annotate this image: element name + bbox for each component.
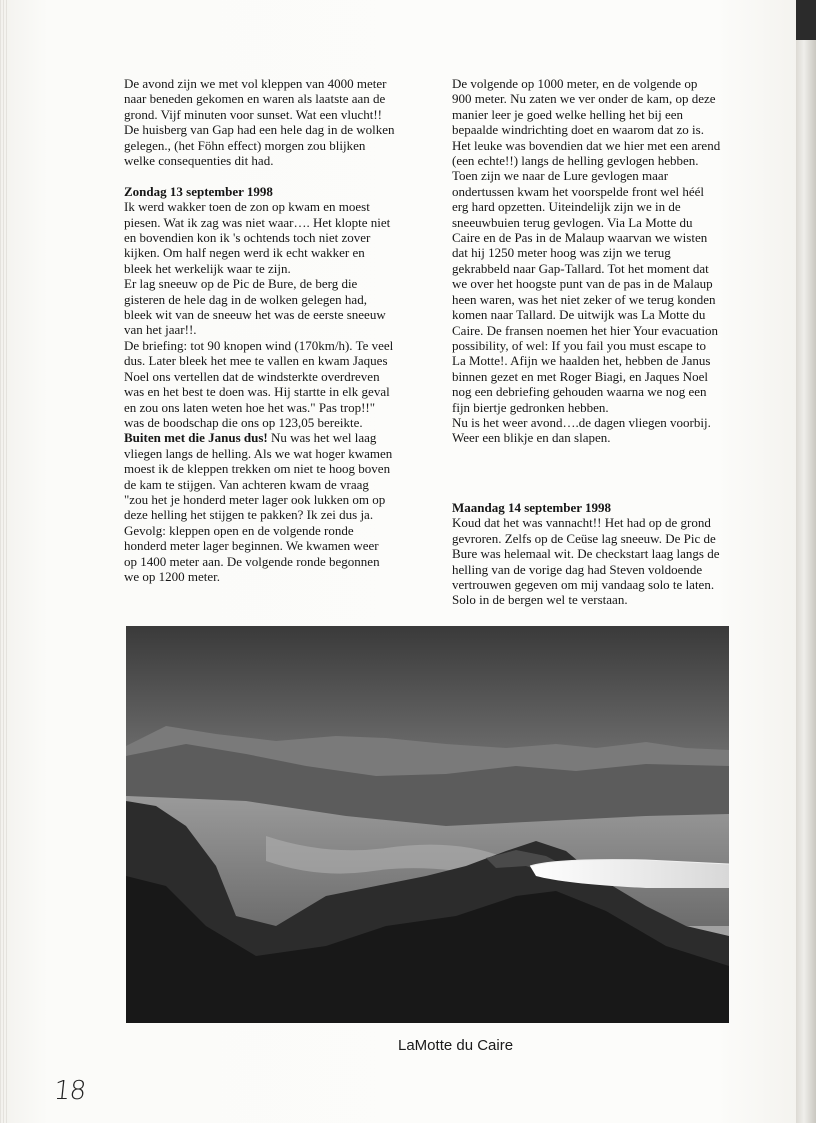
text-line: komen naar Tallard. De uitwijk was La Motte du	[452, 307, 706, 323]
text-line: van het jaar!!.	[124, 322, 197, 338]
text-line: gisteren de hele dag in de wolken gelegen had,	[124, 291, 367, 307]
text-line: was en het best te doen was. Hij startte in elk geval	[124, 384, 390, 400]
text-line: nog een debriefing gehouden waarna we nog een	[452, 384, 707, 400]
paragraph-monday	[452, 515, 734, 607]
text-line: La Motte!. Afijn we haalden het, hebben de Janus	[452, 353, 711, 369]
text-line: naar beneden gekomen en waren als laatste aan de	[124, 91, 386, 107]
right-text-column	[452, 76, 734, 608]
text-line: bleek wit van de sneeuw het was de eerste sneeuw	[124, 307, 386, 323]
text-line: ondertussen kwam het voorspelde front wel héél	[452, 183, 704, 199]
text-line: piesen. Wat ik zag was niet waar…. Het klopte niet	[124, 214, 391, 230]
text-line: we op 1200 meter.	[124, 568, 221, 584]
page-edge	[0, 0, 8, 1123]
text-line: Gevolg: kleppen open en de volgende ronde	[124, 522, 354, 538]
heading-sunday: Zondag 13 september 1998	[124, 183, 273, 199]
text-line: dus. Later bleek het mee te vallen en kwam Jaques	[124, 353, 388, 369]
text-line: grond. Vijf minuten voor sunset. Wat een vlucht!!	[124, 106, 383, 122]
text-line: De huisberg van Gap had een hele dag in de wolken	[124, 122, 395, 138]
text-line: Weer een blikje en dan slapen.	[452, 430, 611, 446]
text-line: de kam te stijgen. Van achteren kwam de vraag	[124, 476, 369, 492]
text-line: Nu is het weer avond….de dagen vliegen voorbij.	[452, 414, 711, 430]
paragraph-arrival	[124, 76, 406, 168]
text-line: en bovendien kon ik 's ochtends toch niet zover	[124, 230, 371, 246]
text-line: helling van de vorige dag had Steven voldoende	[452, 561, 703, 577]
bold-tail: Nu was het wel laag	[267, 430, 377, 446]
mountain-photo-image	[126, 626, 729, 1023]
text-line: Er lag sneeuw op de Pic de Bure, de berg die	[124, 276, 358, 292]
text-line: 900 meter. Nu zaten we ver onder de kam, op deze	[452, 91, 716, 107]
text-line: Caire. De fransen noemen het hier Your evacuation	[452, 322, 719, 338]
text-line: was de boodschap die ons op 123,05 bereikte.	[124, 414, 363, 430]
text-line: dat hij 1250 meter hoog was zijn we terug	[452, 245, 671, 261]
paragraph-sunday	[124, 199, 406, 430]
text-line: Noel ons vertellen dat de windsterkte overdreven	[124, 368, 380, 384]
text-line: fijn biertje gedronken hebben.	[452, 399, 609, 415]
text-line: Solo in de bergen wel te verstaan.	[452, 592, 628, 608]
text-line: Het leuke was bovendien dat we hier met een arend	[452, 137, 721, 153]
page-binding	[796, 0, 816, 1123]
text-line: welke consequenties dit had.	[124, 153, 274, 169]
text-line: gevroren. Zelfs op de Ceüse lag sneeuw. De Pic de	[452, 530, 716, 546]
text-line: gelegen., (het Föhn effect) morgen zou blijken	[124, 137, 366, 153]
text-line: op 1400 meter aan. De volgende ronde begonnen	[124, 553, 380, 569]
text-line: De volgende op 1000 meter, en de volgende op	[452, 76, 698, 91]
text-line: Ik werd wakker toen de zon op kwam en moest	[124, 199, 370, 215]
text-line: Caire en de Pas in de Malaup waarvan we wisten	[452, 230, 708, 246]
page-number: 18	[52, 1076, 87, 1106]
text-line: Toen zijn we naar de Lure gevlogen maar	[452, 168, 669, 184]
paragraph-janus-lead	[124, 430, 406, 445]
text-line: vertrouwen gegeven om mij vandaag solo te laten.	[452, 576, 715, 592]
bold-phrase: Buiten met die Janus dus!	[124, 430, 268, 446]
text-line: honderd meter lager beginnen. We kwamen weer	[124, 538, 379, 554]
text-line: heen waren, was het niet zeker of we terug konden	[452, 291, 716, 307]
text-line: (een echte!!) langs de helling gevlogen hebben.	[452, 153, 699, 169]
text-line: De briefing: tot 90 knopen wind (170km/h). Te veel	[124, 337, 394, 353]
binding-staple	[796, 0, 816, 40]
text-line: gekrabbeld naar Gap-Tallard. Tot het moment dat	[452, 260, 709, 276]
text-line: we over het hoogste punt van de pas in de Malaup	[452, 276, 713, 292]
text-line: Bure was helemaal wit. De checkstart laag langs de	[452, 546, 720, 562]
text-line: "zou het je honderd meter lager ook lukken om op	[124, 491, 386, 507]
text-line: erg hard opzetten. Uiteindelijk zijn we in de	[452, 199, 681, 215]
paragraph-ridge	[124, 446, 406, 585]
text-line: De avond zijn we met vol kleppen van 4000 meter	[124, 76, 387, 91]
text-line: possibility, of wel: If you fail you must escape to	[452, 337, 707, 353]
text-line: manier leer je goed welke helling het bij een	[452, 106, 684, 122]
paragraph-lure	[452, 76, 734, 446]
left-text-column	[124, 76, 406, 584]
text-line: sneeuwbuien terug gevlogen. Via La Motte du	[452, 214, 693, 230]
text-line: moest ik de kleppen trekken om niet te hoog boven	[124, 461, 391, 477]
heading-monday: Maandag 14 september 1998	[452, 499, 612, 515]
text-line: binnen gezet en met Roger Biagi, en Jaques Noel	[452, 368, 708, 384]
text-line: en zou ons laten weten hoe het was." Pas trop!!"	[124, 399, 376, 415]
text-line: deze helling het stijgen te pakken? Ik zei dus ja.	[124, 507, 374, 523]
text-line: Koud dat het was vannacht!! Het had op de grond	[452, 515, 711, 531]
text-line: bepaalde windrichting doet en waarom dat zo is.	[452, 122, 704, 138]
text-line: vliegen langs de helling. Als we wat hoger kwamen	[124, 445, 393, 461]
text-line: bleek het werkelijk waar te zijn.	[124, 260, 291, 276]
mountain-photo	[126, 626, 729, 1023]
text-line: kijken. Om half negen werd ik echt wakker en	[124, 245, 365, 261]
photo-caption: LaMotte du Caire	[398, 1037, 514, 1054]
